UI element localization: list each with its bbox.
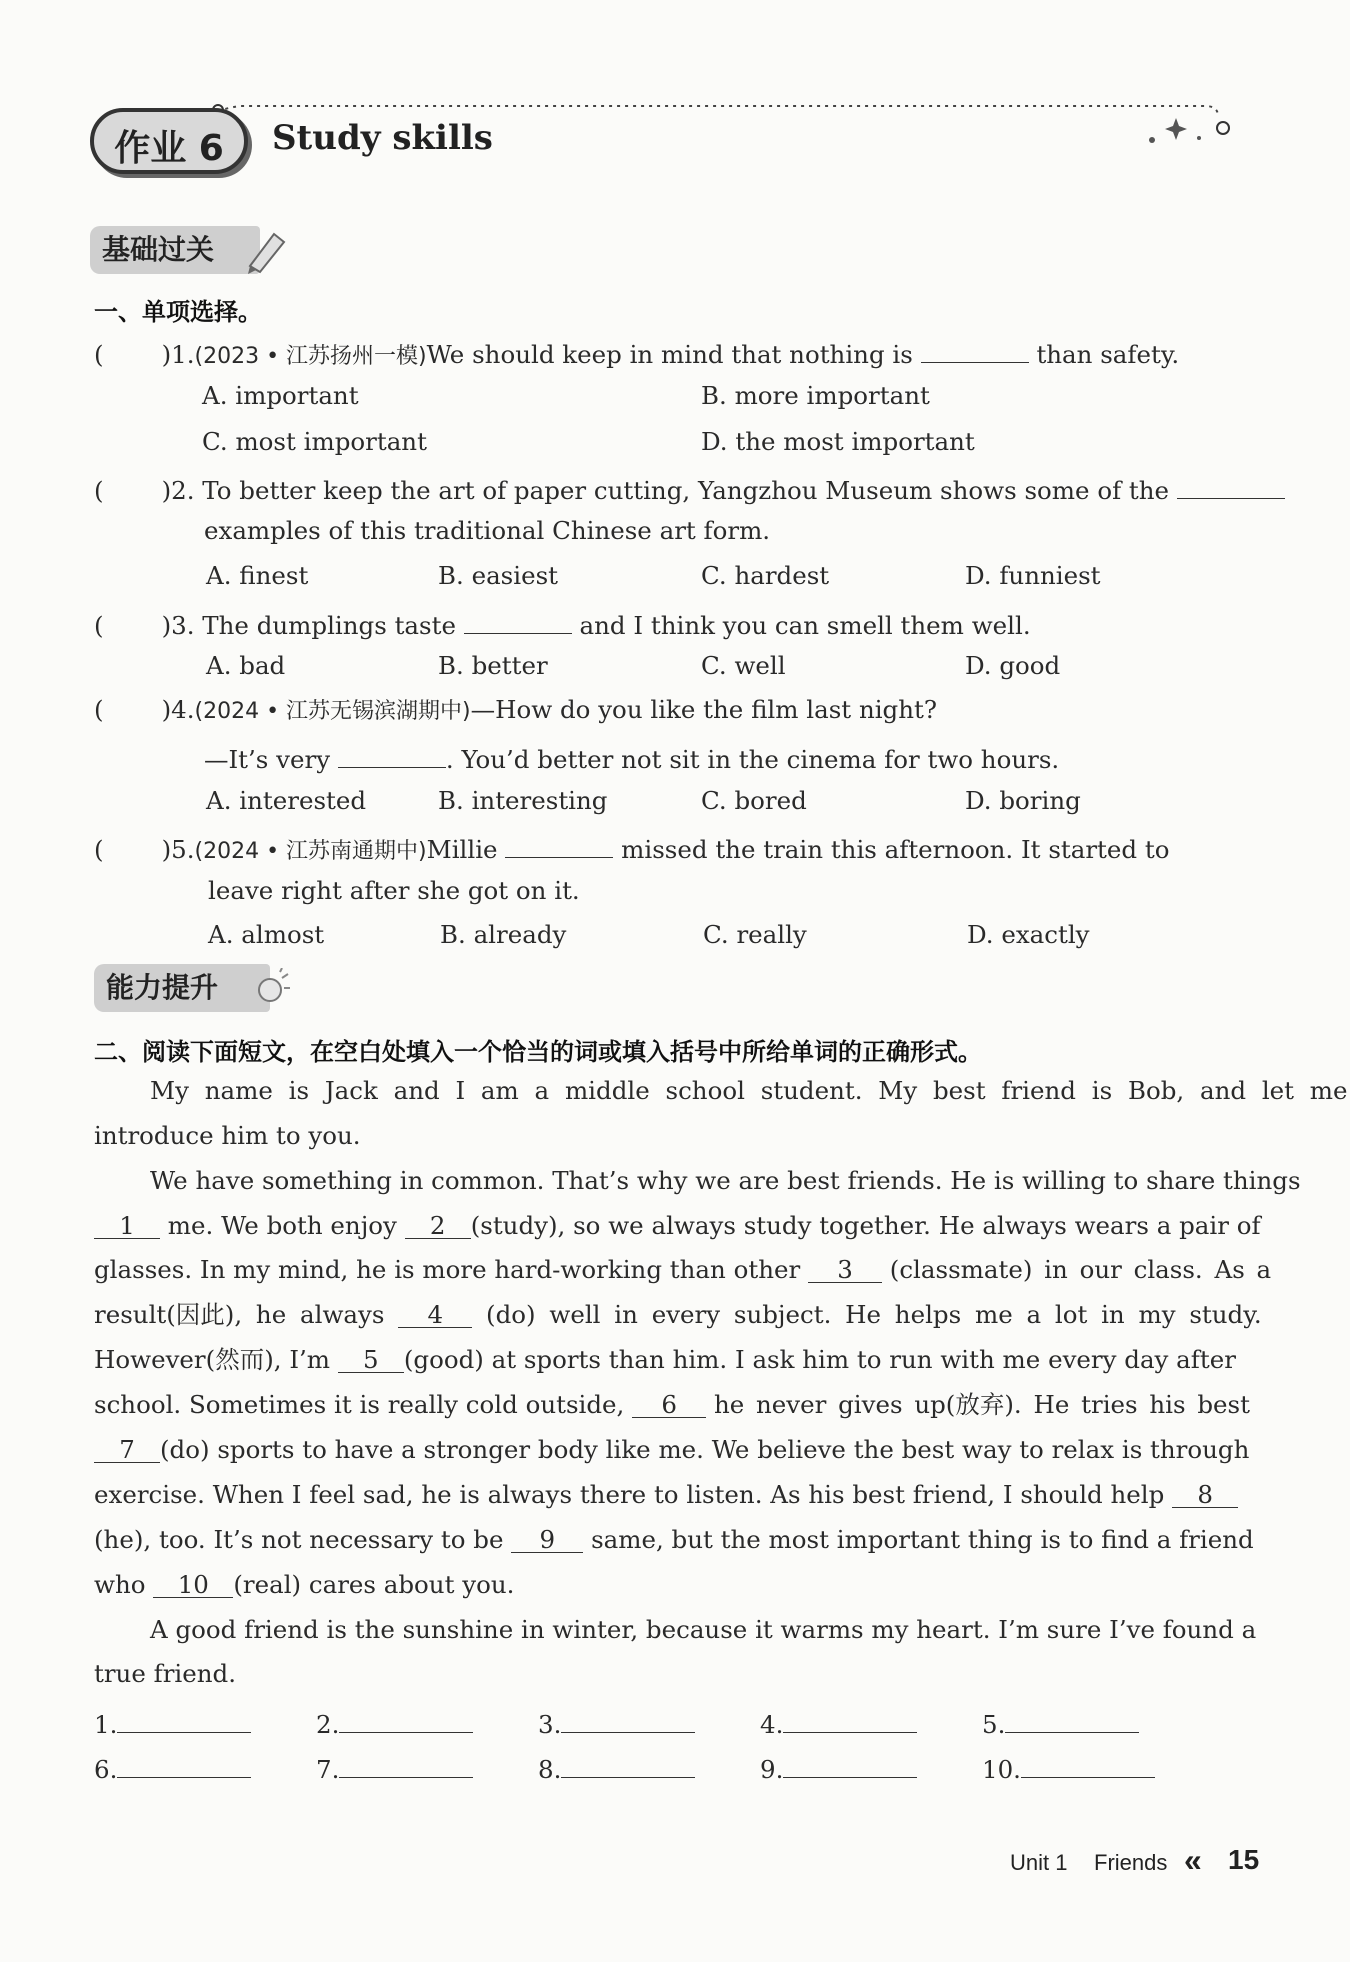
answer-slot-8: 8. bbox=[538, 1749, 695, 1786]
answer-line-6[interactable] bbox=[117, 1749, 251, 1778]
q4-option-d[interactable]: D. boring bbox=[965, 786, 1081, 815]
answer-slot-6: 6. bbox=[94, 1749, 251, 1786]
passage-blank-5[interactable]: 5 bbox=[338, 1344, 404, 1373]
part1-title: 一、单项选择。 bbox=[94, 298, 262, 326]
q5-option-c[interactable]: C. really bbox=[703, 920, 807, 949]
answer-blank[interactable] bbox=[338, 739, 446, 768]
question-3: ( )3. The dumplings taste and I think you can smell them well. bbox=[94, 605, 1031, 642]
footer-unit: Unit 1 bbox=[1010, 1850, 1068, 1875]
section-tag-basic bbox=[90, 226, 260, 274]
answer-line-7[interactable] bbox=[339, 1749, 473, 1778]
passage-line-6: result(因此), he always 4 (do) well in every subject. He helps me a lot in my study. bbox=[94, 1300, 1262, 1329]
passage-line-10: exercise. When I feel sad, he is always there to listen. As his best friend, I should help 8 bbox=[94, 1479, 1238, 1511]
answer-blank[interactable] bbox=[505, 829, 613, 858]
passage-blank-9[interactable]: 9 bbox=[511, 1524, 583, 1553]
question-2-cont: examples of this traditional Chinese art form. bbox=[204, 516, 771, 545]
answer-line-10[interactable] bbox=[1021, 1749, 1155, 1778]
q3-option-d[interactable]: D. good bbox=[965, 651, 1061, 680]
answer-slot-10: 10. bbox=[982, 1749, 1155, 1786]
q5-option-b[interactable]: B. already bbox=[440, 920, 567, 949]
question-4: ( )4.(2024 • 江苏无锡滨湖期中)—How do you like the film last night? bbox=[94, 695, 937, 724]
answer-line-5[interactable] bbox=[1005, 1704, 1139, 1733]
page-number: 15 bbox=[1228, 1844, 1260, 1875]
answer-slot-3: 3. bbox=[538, 1704, 695, 1741]
q3-option-a[interactable]: A. bad bbox=[206, 651, 286, 680]
passage-blank-2[interactable]: 2 bbox=[405, 1210, 471, 1239]
answer-line-4[interactable] bbox=[783, 1704, 917, 1733]
passage-blank-1[interactable]: 1 bbox=[94, 1210, 160, 1239]
answer-slot-1: 1. bbox=[94, 1704, 251, 1741]
passage-line-7: However(然而), I’m 5 (good) at sports than him. I ask him to run with me every day after bbox=[94, 1345, 1236, 1374]
q4-option-a[interactable]: A. interested bbox=[206, 786, 367, 815]
passage-line-3: We have something in common. That’s why we are best friends. He is willing to share things bbox=[150, 1166, 1301, 1195]
passage-line-4: 1 me. We both enjoy 2 (study), so we always study together. He always wears a pair of bbox=[94, 1210, 1261, 1242]
answer-line-2[interactable] bbox=[339, 1704, 473, 1733]
q4-option-c[interactable]: C. bored bbox=[701, 786, 807, 815]
answer-slot-4: 4. bbox=[760, 1704, 917, 1741]
homework-badge bbox=[90, 108, 248, 174]
q1-option-a[interactable]: A. important bbox=[202, 381, 359, 410]
answer-slot-7: 7. bbox=[316, 1749, 473, 1786]
passage-line-13: A good friend is the sunshine in winter, because it warms my heart. I’m sure I’ve found a bbox=[150, 1615, 1257, 1644]
homework-badge-label: 作业 6 bbox=[114, 128, 224, 169]
passage-blank-7[interactable]: 7 bbox=[94, 1434, 160, 1463]
passage-line-2: introduce him to you. bbox=[94, 1121, 361, 1150]
q3-option-b[interactable]: B. better bbox=[438, 651, 548, 680]
passage-line-12: who 10 (real) cares about you. bbox=[94, 1570, 515, 1599]
page-title: Study skills bbox=[272, 118, 493, 158]
question-2: ( )2. To better keep the art of paper cutting, Yangzhou Museum shows some of the bbox=[94, 470, 1285, 507]
section-tag-advanced-label: 能力提升 bbox=[106, 971, 219, 1004]
footer-topic: Friends bbox=[1094, 1850, 1168, 1875]
q1-option-c[interactable]: C. most important bbox=[202, 427, 427, 456]
q1-option-d[interactable]: D. the most important bbox=[701, 427, 975, 456]
question-5: ( )5.(2024 • 江苏南通期中)Millie missed the train this afternoon. It started to bbox=[94, 829, 1169, 868]
q1-option-b[interactable]: B. more important bbox=[701, 381, 930, 410]
q2-option-c[interactable]: C. hardest bbox=[701, 561, 830, 590]
q5-option-d[interactable]: D. exactly bbox=[967, 920, 1090, 949]
part2-title: 二、阅读下面短文，在空白处填入一个恰当的词或填入括号中所给单词的正确形式。 bbox=[94, 1038, 982, 1066]
section-tag-basic-label: 基础过关 bbox=[102, 233, 215, 266]
answer-blank[interactable] bbox=[464, 605, 572, 634]
q5-option-a[interactable]: A. almost bbox=[208, 920, 325, 949]
passage-blank-10[interactable]: 10 bbox=[153, 1569, 233, 1598]
passage-blank-4[interactable]: 4 bbox=[398, 1299, 472, 1328]
passage-line-1: My name is Jack and I am a middle school student. My best friend is Bob, and let me bbox=[150, 1076, 1348, 1105]
pencil-icon bbox=[244, 226, 290, 274]
question-4-cont: —It’s very . You’d better not sit in the cinema for two hours. bbox=[204, 739, 1059, 776]
answer-line-1[interactable] bbox=[117, 1704, 251, 1733]
passage-line-8: school. Sometimes it is really cold outside, 6 he never gives up(放弃). He tries his best bbox=[94, 1390, 1250, 1419]
lightbulb-icon bbox=[252, 968, 292, 1008]
answer-slot-9: 9. bbox=[760, 1749, 917, 1786]
answer-slot-2: 2. bbox=[316, 1704, 473, 1741]
passage-line-5: glasses. In my mind, he is more hard-working than other 3 (classmate) in our class. As a bbox=[94, 1255, 1272, 1284]
section-tag-advanced bbox=[94, 964, 270, 1012]
passage-blank-6[interactable]: 6 bbox=[632, 1389, 706, 1418]
q3-option-c[interactable]: C. well bbox=[701, 651, 786, 680]
q4-option-b[interactable]: B. interesting bbox=[438, 786, 608, 815]
question-5-cont: leave right after she got on it. bbox=[208, 876, 580, 905]
answer-blank[interactable] bbox=[921, 334, 1029, 363]
answer-line-8[interactable] bbox=[561, 1749, 695, 1778]
question-1: ( )1.(2023 • 江苏扬州一模)We should keep in mind that nothing is than safety. bbox=[94, 334, 1179, 373]
q2-option-b[interactable]: B. easiest bbox=[438, 561, 559, 590]
answer-blank[interactable] bbox=[1177, 470, 1285, 499]
passage-blank-8[interactable]: 8 bbox=[1172, 1479, 1238, 1508]
passage-line-14: true friend. bbox=[94, 1659, 236, 1688]
passage-line-9: 7 (do) sports to have a stronger body like me. We believe the best way to relax is through bbox=[94, 1434, 1249, 1466]
q2-option-d[interactable]: D. funniest bbox=[965, 561, 1101, 590]
double-chevron-left-icon: « bbox=[1184, 1842, 1202, 1878]
answer-line-9[interactable] bbox=[783, 1749, 917, 1778]
passage-blank-3[interactable]: 3 bbox=[808, 1254, 882, 1283]
answer-slot-5: 5. bbox=[982, 1704, 1139, 1741]
passage-line-11: (he), too. It’s not necessary to be 9 same, but the most important thing is to find a friend bbox=[94, 1525, 1254, 1554]
answer-line-3[interactable] bbox=[561, 1704, 695, 1733]
q2-option-a[interactable]: A. finest bbox=[206, 561, 309, 590]
